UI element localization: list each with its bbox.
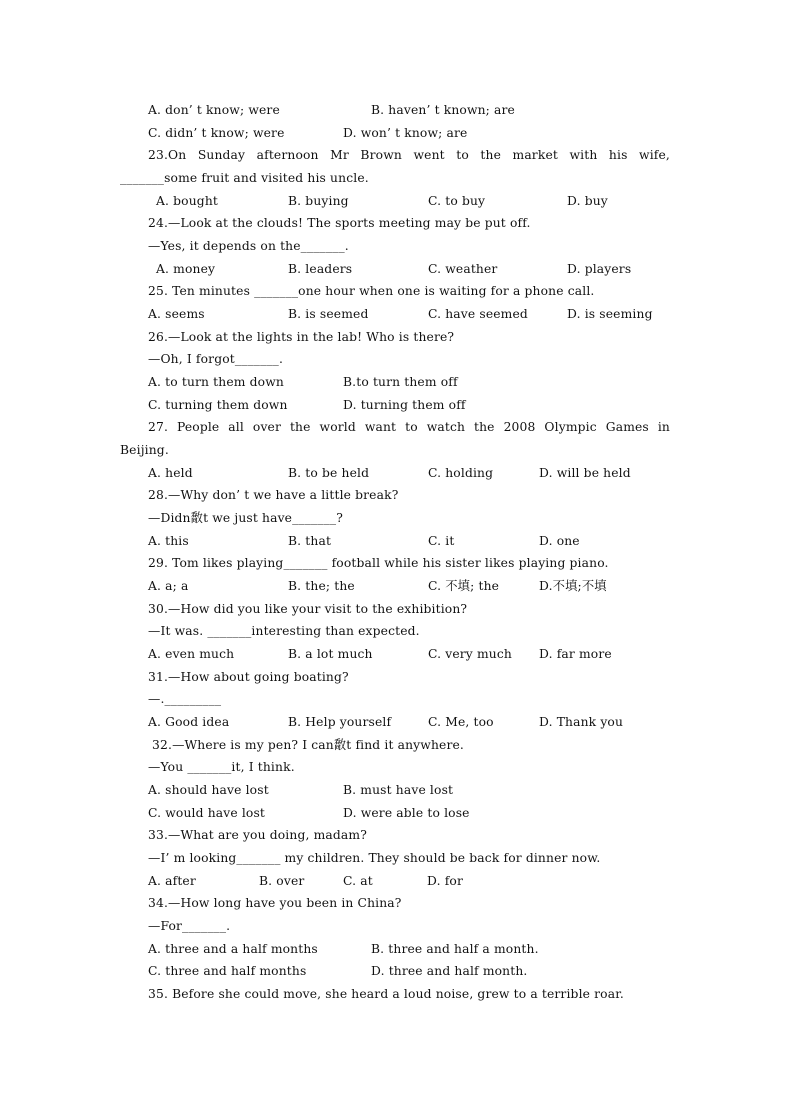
option: B. leaders — [288, 262, 353, 276]
option-row — [148, 192, 670, 210]
question-25: 25. Ten minutes _______one hour when one is waiting for a phone call. — [148, 284, 595, 298]
question-31: 31.—How about going boating? — [148, 670, 349, 684]
question-text: —._________ — [148, 692, 222, 706]
option: B. the; the — [288, 579, 355, 593]
option-row — [148, 260, 670, 278]
option: B. must have lost — [343, 783, 454, 797]
question-text: —Yes, it depends on the_______. — [148, 239, 349, 253]
option: C. would have lost — [148, 806, 266, 820]
question-29: 29. Tom likes playing_______ football while his sister likes playing piano. — [148, 556, 609, 570]
option-row — [148, 781, 670, 799]
option: A. Good idea — [148, 715, 230, 729]
option-row — [148, 101, 670, 119]
question-text: —Oh, I forgot_______. — [148, 352, 284, 366]
option-row — [148, 396, 670, 414]
option: D. is seeming — [567, 307, 653, 321]
option: A. this — [148, 534, 189, 548]
question-text: Beijing. — [120, 443, 169, 457]
option-row — [148, 124, 670, 142]
option: D. for — [427, 874, 463, 888]
option: A. bought — [156, 194, 218, 208]
option: D. Thank you — [539, 715, 624, 729]
option: A. a; a — [148, 579, 189, 593]
option: B. that — [288, 534, 332, 548]
option-row — [148, 962, 670, 980]
option: A. don’ t know; were — [148, 103, 280, 117]
option: A. held — [148, 466, 193, 480]
option: D. will be held — [539, 466, 631, 480]
option-row — [148, 577, 670, 595]
option: B. to be held — [288, 466, 370, 480]
question-24: 24.—Look at the clouds! The sports meeting may be put off. — [148, 216, 531, 230]
option: D. won’ t know; are — [343, 126, 468, 140]
option: B. is seemed — [288, 307, 369, 321]
option: D. one — [539, 534, 580, 548]
option: A. should have lost — [148, 783, 269, 797]
option: C. three and half months — [148, 964, 307, 978]
question-27: 27. People all over the world want to watch the 2008 Olympic Games in — [148, 420, 670, 434]
option-row — [148, 532, 670, 550]
option: C. weather — [428, 262, 498, 276]
option: B. three and half a month. — [371, 942, 539, 956]
option-row — [148, 940, 670, 958]
option: A. money — [156, 262, 216, 276]
option: B. buying — [288, 194, 349, 208]
question-text: —It was. _______interesting than expected. — [148, 624, 420, 638]
option: C. very much — [428, 647, 512, 661]
option: B. over — [259, 874, 305, 888]
question-23: 23.On Sunday afternoon Mr Brown went to the market with his wife, — [148, 148, 670, 162]
option: D.不填;不填 — [539, 579, 607, 593]
option: D. players — [567, 262, 632, 276]
option: A. even much — [148, 647, 235, 661]
option: A. to turn them down — [148, 375, 284, 389]
option: C. at — [343, 874, 373, 888]
option: D. buy — [567, 194, 608, 208]
option: B. a lot much — [288, 647, 373, 661]
option-row — [148, 305, 670, 323]
option-row — [148, 713, 670, 731]
option: C. Me, too — [428, 715, 494, 729]
question-32: 32.—Where is my pen? I can敿t find it anywhere. — [148, 738, 464, 752]
option: C. have seemed — [428, 307, 528, 321]
option: A. seems — [148, 307, 205, 321]
question-text: —For_______. — [148, 919, 231, 933]
option: D. turning them off — [343, 398, 466, 412]
option-row — [148, 464, 670, 482]
option: C. didn’ t know; were — [148, 126, 285, 140]
question-34: 34.—How long have you been in China? — [148, 896, 402, 910]
question-28: 28.—Why don’ t we have a little break? — [148, 488, 399, 502]
option-row — [148, 804, 670, 822]
question-text: _______some fruit and visited his uncle. — [120, 171, 369, 185]
option: C. holding — [428, 466, 494, 480]
question-35: 35. Before she could move, she heard a loud noise, grew to a terrible roar. — [148, 987, 624, 1001]
question-text: —Didn敿t we just have_______? — [148, 511, 343, 525]
option: A. after — [148, 874, 196, 888]
option: B. Help yourself — [288, 715, 392, 729]
option: D. were able to lose — [343, 806, 470, 820]
question-33: 33.—What are you doing, madam? — [148, 828, 367, 842]
question-text: —You _______it, I think. — [148, 760, 295, 774]
option: A. three and a half months — [148, 942, 318, 956]
option: D. three and half month. — [371, 964, 528, 978]
option: C. turning them down — [148, 398, 288, 412]
option: B.to turn them off — [343, 375, 458, 389]
question-26: 26.—Look at the lights in the lab! Who is there? — [148, 330, 455, 344]
option-row — [148, 872, 670, 890]
option: C. to buy — [428, 194, 486, 208]
option: C. it — [428, 534, 455, 548]
option-row — [148, 645, 670, 663]
option: B. haven’ t known; are — [371, 103, 515, 117]
question-30: 30.—How did you like your visit to the exhibition? — [148, 602, 468, 616]
question-text: —I’ m looking_______ my children. They should be back for dinner now. — [148, 851, 601, 865]
option: D. far more — [539, 647, 612, 661]
option-row — [148, 373, 670, 391]
option: C. 不填; the — [428, 579, 500, 593]
